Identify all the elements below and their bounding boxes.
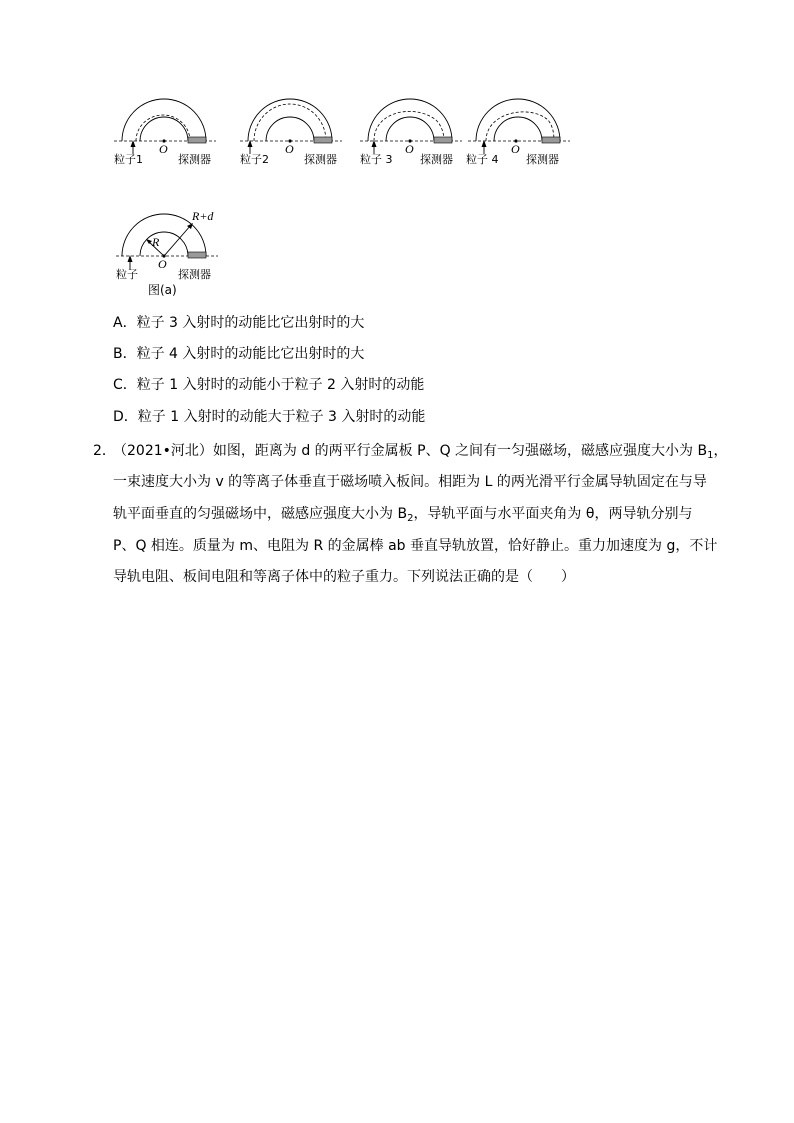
- question-text: 轨平面垂直的匀强磁场中，磁感应强度大小为 B: [113, 506, 408, 522]
- option-a[interactable]: [113, 314, 364, 332]
- center-label: O: [285, 142, 294, 156]
- question-line-1: [113, 442, 727, 460]
- outer-radius-label: R+d: [192, 209, 214, 223]
- figure-particle-2: [236, 98, 346, 170]
- option-letter: A．: [113, 315, 137, 331]
- figure-a-caption: 图(a): [148, 283, 177, 297]
- option-c[interactable]: [113, 376, 424, 394]
- center-label: O: [158, 257, 167, 271]
- question-text: （2021•河北）如图，距离为 d 的两平行金属板 P、Q 之间有一匀强磁场，磁感应强度大小为 B: [113, 443, 708, 459]
- option-text: 粒子 1 入射时的动能大于粒子 3 入射时的动能: [137, 409, 426, 425]
- center-label: O: [511, 142, 520, 156]
- detector-label: 探测器: [178, 268, 211, 281]
- center-label: O: [405, 142, 414, 156]
- question-text: ，导轨平面与水平面夹角为 θ，两导轨分别与: [413, 506, 693, 522]
- particle-label-1: 粒子1: [114, 153, 143, 166]
- option-b[interactable]: [113, 345, 364, 363]
- radius-label: R: [152, 235, 160, 249]
- detector-label: 探测器: [526, 153, 559, 166]
- figure-particle-3: [356, 98, 466, 170]
- figure-particle-4: [464, 98, 574, 170]
- center-label: O: [159, 142, 168, 156]
- option-letter: C．: [113, 377, 137, 393]
- particle-label-4: 粒子 4: [466, 153, 499, 166]
- option-letter: D．: [113, 409, 138, 425]
- figure-particle-1: [110, 98, 220, 170]
- question-number: 2．: [93, 443, 116, 459]
- question-line-4: P、Q 相连。质量为 m、电阻为 R 的金属棒 ab 垂直导轨放置，恰好静止。重力加速度为 g，不计: [113, 538, 718, 554]
- detector-label: 探测器: [420, 153, 453, 166]
- option-d[interactable]: [113, 408, 425, 426]
- option-text: 粒子 3 入射时的动能比它出射时的大: [136, 315, 365, 331]
- subscript: 2: [407, 513, 414, 524]
- detector-label: 探测器: [178, 153, 211, 166]
- particle-label: 粒子: [116, 268, 138, 281]
- option-letter: B．: [113, 346, 137, 362]
- figure-a: [112, 204, 222, 284]
- detector-label: 探测器: [304, 153, 337, 166]
- question-line-5: 导轨电阻、板间电阻和等离子体中的粒子重力。下列说法正确的是（ ）: [113, 569, 575, 585]
- question-line-3: [113, 505, 692, 523]
- subscript: 1: [707, 450, 714, 461]
- option-text: 粒子 4 入射时的动能比它出射时的大: [136, 346, 365, 362]
- particle-label-2: 粒子2: [240, 153, 269, 166]
- question-line-2: 一束速度大小为 v 的等离子体垂直于磁场喷入板间。相距为 L 的两光滑平行金属导轨固定在与导: [113, 474, 707, 490]
- question-text: ，: [713, 443, 728, 459]
- particle-label-3: 粒子 3: [360, 153, 393, 166]
- option-text: 粒子 1 入射时的动能小于粒子 2 入射时的动能: [136, 377, 425, 393]
